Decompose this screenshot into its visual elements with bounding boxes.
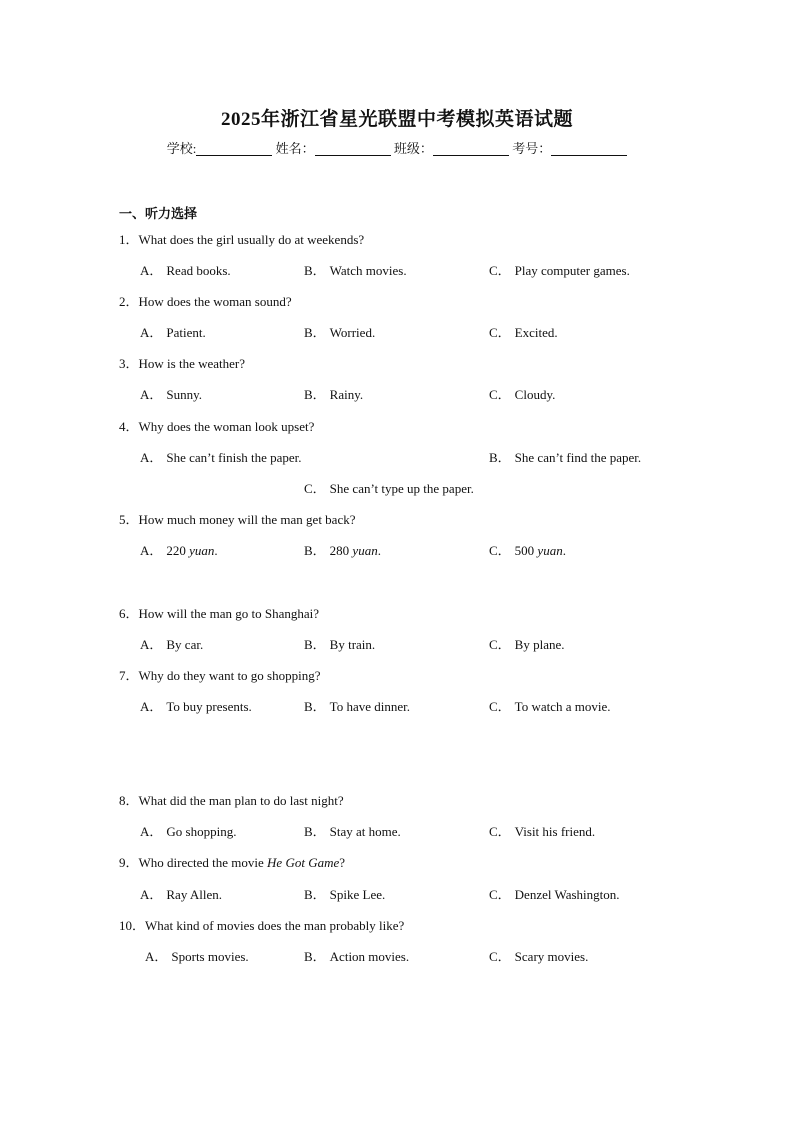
question-4	[119, 416, 314, 435]
option-4-b[interactable]	[489, 447, 641, 466]
question-9	[119, 852, 345, 871]
name-label: 姓名：	[275, 141, 315, 156]
option-6-b[interactable]	[304, 634, 375, 653]
option-letter: A．	[140, 450, 163, 465]
option-end: .	[214, 543, 218, 558]
option-letter: B．	[304, 263, 326, 278]
option-letter: B．	[304, 637, 326, 652]
option-text: Patient.	[166, 325, 206, 340]
option-9-a[interactable]	[140, 884, 222, 903]
option-1-b[interactable]	[304, 260, 407, 279]
option-6-a[interactable]	[140, 634, 203, 653]
option-text: Play computer games.	[514, 263, 630, 278]
question-text: What kind of movies does the man probably like?	[145, 918, 405, 933]
option-7-b[interactable]	[304, 696, 410, 715]
option-text: Rainy.	[329, 387, 364, 402]
name-field[interactable]	[315, 141, 391, 156]
option-3-c[interactable]	[489, 384, 555, 403]
question-number: 1．	[119, 232, 139, 247]
option-text: She can’t type up the paper.	[329, 481, 474, 496]
option-letter: A．	[140, 699, 163, 714]
option-text: Sunny.	[166, 387, 203, 402]
option-10-b[interactable]	[304, 946, 409, 965]
option-8-c[interactable]	[489, 821, 595, 840]
class-field[interactable]	[433, 141, 509, 156]
option-text: By car.	[166, 637, 204, 652]
option-letter: C．	[489, 543, 511, 558]
section-title: 一、听力选择	[119, 206, 198, 221]
option-6-c[interactable]	[489, 634, 565, 653]
question-number: 10．	[119, 918, 146, 933]
movie-title: He Got Game	[267, 855, 340, 870]
option-letter: A．	[140, 824, 163, 839]
option-10-a[interactable]	[145, 946, 249, 965]
question-text: How is the weather?	[138, 356, 246, 371]
question-number: 6．	[119, 606, 139, 621]
option-4-c[interactable]	[304, 478, 474, 497]
exam-number-label: 考号：	[512, 141, 552, 156]
option-letter: A．	[140, 637, 163, 652]
option-4-a[interactable]	[140, 447, 302, 466]
question-text-before: Who directed the movie	[138, 855, 268, 870]
option-letter: A．	[140, 263, 163, 278]
page-title: 2025年浙江省星光联盟中考模拟英语试题	[220, 109, 573, 130]
option-text: Sports movies.	[171, 949, 249, 964]
option-3-b[interactable]	[304, 384, 363, 403]
question-1	[119, 229, 364, 248]
question-text: What does the girl usually do at weekends?	[138, 232, 365, 247]
option-text: Watch movies.	[329, 263, 407, 278]
option-text: She can’t find the paper.	[514, 450, 642, 465]
option-letter: B．	[304, 949, 326, 964]
option-text: Ray Allen.	[166, 887, 222, 902]
option-text: Denzel Washington.	[514, 887, 620, 902]
school-field[interactable]	[196, 141, 272, 156]
option-letter: C．	[489, 637, 511, 652]
option-letter: B．	[304, 543, 326, 558]
option-letter: C．	[489, 824, 511, 839]
option-letter: B．	[304, 699, 326, 714]
question-number: 4．	[119, 419, 139, 434]
option-text: Worried.	[329, 325, 376, 340]
question-text: Why does the woman look upset?	[138, 419, 315, 434]
option-letter: B．	[304, 824, 326, 839]
option-unit: yuan	[189, 543, 215, 558]
class-label: 班级：	[393, 141, 433, 156]
question-3	[119, 353, 245, 372]
option-5-c[interactable]	[489, 540, 566, 559]
question-text: How will the man go to Shanghai?	[138, 606, 320, 621]
question-number: 7．	[119, 668, 139, 683]
option-amount: 220	[166, 543, 186, 558]
question-2	[119, 291, 292, 310]
option-letter: C．	[304, 481, 326, 496]
question-text: Why do they want to go shopping?	[138, 668, 321, 683]
option-9-b[interactable]	[304, 884, 385, 903]
option-letter: B．	[489, 450, 511, 465]
option-9-c[interactable]	[489, 884, 620, 903]
option-1-a[interactable]	[140, 260, 231, 279]
option-letter: A．	[145, 949, 168, 964]
option-text: By train.	[329, 637, 376, 652]
option-2-a[interactable]	[140, 322, 206, 341]
option-letter: B．	[304, 387, 326, 402]
question-number: 2．	[119, 294, 139, 309]
option-text: By plane.	[514, 637, 565, 652]
option-text: Stay at home.	[329, 824, 401, 839]
option-2-b[interactable]	[304, 322, 375, 341]
option-letter: A．	[140, 543, 163, 558]
option-letter: A．	[140, 387, 163, 402]
option-letter: B．	[304, 887, 326, 902]
question-5	[119, 509, 356, 528]
option-amount: 280	[329, 543, 350, 558]
question-text: How does the woman sound?	[138, 294, 292, 309]
option-text: Cloudy.	[514, 387, 556, 402]
option-amount: 500	[514, 543, 535, 558]
option-text: Action movies.	[329, 949, 410, 964]
question-number: 9．	[119, 855, 139, 870]
option-letter: C．	[489, 699, 511, 714]
student-info-row	[0, 138, 794, 157]
option-text: She can’t finish the paper.	[166, 450, 302, 465]
question-number: 5．	[119, 512, 139, 527]
question-text: What did the man plan to do last night?	[138, 793, 344, 808]
option-letter: C．	[489, 325, 511, 340]
exam-number-field[interactable]	[551, 141, 627, 156]
option-unit: yuan	[537, 543, 563, 558]
question-7	[119, 665, 321, 684]
option-text: Scary movies.	[514, 949, 589, 964]
option-end: .	[562, 543, 566, 558]
option-text: To buy presents.	[166, 699, 252, 714]
option-10-c[interactable]	[489, 946, 588, 965]
option-letter: A．	[140, 887, 163, 902]
option-unit: yuan	[352, 543, 378, 558]
option-letter: C．	[489, 387, 511, 402]
question-number: 3．	[119, 356, 139, 371]
question-number: 8．	[119, 793, 139, 808]
question-8	[119, 790, 344, 809]
option-8-a[interactable]	[140, 821, 236, 840]
option-7-c[interactable]	[489, 696, 611, 715]
option-8-b[interactable]	[304, 821, 401, 840]
question-text: How much money will the man get back?	[138, 512, 356, 527]
option-5-b[interactable]	[304, 540, 381, 559]
option-letter: A．	[140, 325, 163, 340]
question-10	[119, 915, 404, 934]
option-text: Visit his friend.	[514, 824, 596, 839]
option-3-a[interactable]	[140, 384, 202, 403]
option-letter: B．	[304, 325, 326, 340]
option-text: Go shopping.	[166, 824, 237, 839]
option-letter: C．	[489, 263, 511, 278]
option-text: Spike Lee.	[329, 887, 386, 902]
school-label: 学校:	[166, 141, 197, 156]
question-text-after: ?	[339, 855, 346, 870]
option-letter: C．	[489, 887, 511, 902]
option-5-a[interactable]	[140, 540, 218, 559]
option-text: Read books.	[166, 263, 231, 278]
option-text: To have dinner.	[329, 699, 410, 714]
option-letter: C．	[489, 949, 511, 964]
option-text: Excited.	[514, 325, 558, 340]
option-end: .	[377, 543, 381, 558]
option-1-c[interactable]	[489, 260, 630, 279]
question-6	[119, 603, 319, 622]
option-7-a[interactable]	[140, 696, 252, 715]
option-2-c[interactable]	[489, 322, 558, 341]
option-text: To watch a movie.	[514, 699, 611, 714]
